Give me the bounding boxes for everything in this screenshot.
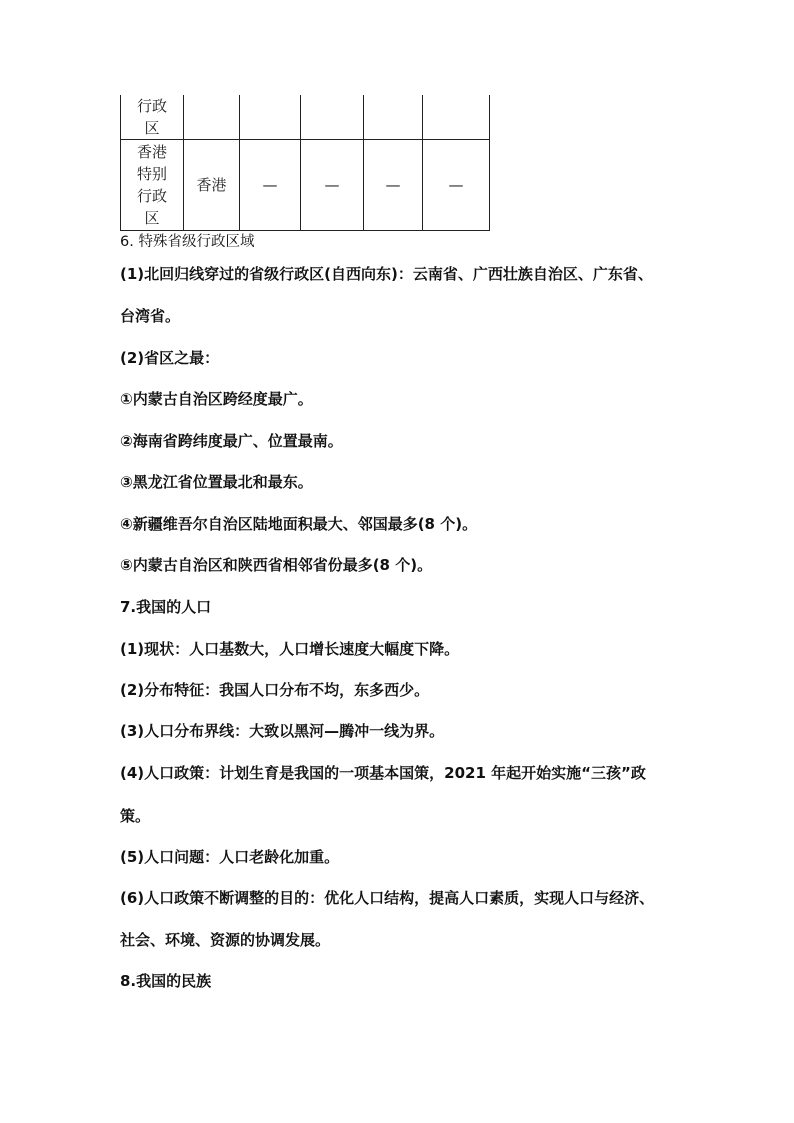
paragraph-line: (1)现状：人口基数大，人口增长速度大幅度下降。 (120, 640, 460, 658)
label-line: 区 (144, 119, 160, 137)
region-table (120, 95, 490, 231)
section-heading-8: 8.我国的民族 (120, 972, 212, 990)
label-line: 行政 (136, 187, 167, 205)
capital-cell: 香港 (184, 140, 240, 231)
table-cell (301, 95, 364, 140)
paragraph-line: (5)人口问题：人口老龄化加重。 (120, 848, 340, 866)
table-cell: — (301, 140, 364, 231)
label-line: 特别 (136, 165, 167, 183)
table-cell (364, 95, 423, 140)
table-cell: — (240, 140, 301, 231)
table-row (121, 95, 490, 140)
table-cell: — (423, 140, 490, 231)
section-heading-6: 6. 特殊省级行政区域 (120, 234, 255, 250)
paragraph-line: (1)北回归线穿过的省级行政区(自西向东)：云南省、广西壮族自治区、广东省、 (120, 265, 653, 283)
table-cell (423, 95, 490, 140)
table-row (121, 140, 490, 231)
row-label-cell (121, 140, 184, 231)
paragraph-line: 策。 (120, 807, 151, 825)
list-item: ③黑龙江省位置最北和最东。 (120, 473, 313, 491)
table-cell (240, 95, 301, 140)
table-cell: — (364, 140, 423, 231)
list-item: ①内蒙古自治区跨经度最广。 (120, 390, 313, 408)
paragraph-line: (2)分布特征：我国人口分布不均，东多西少。 (120, 681, 430, 699)
paragraph-line: (2)省区之最： (120, 349, 220, 367)
paragraph-line: 台湾省。 (120, 307, 181, 325)
paragraph-line: (3)人口分布界线：大致以黑河—腾冲一线为界。 (120, 722, 445, 740)
paragraph-line: 社会、环境、资源的协调发展。 (120, 931, 331, 949)
table-cell (184, 95, 240, 140)
list-item: ②海南省跨纬度最广、位置最南。 (120, 432, 343, 450)
list-item: ④新疆维吾尔自治区陆地面积最大、邻国最多(8 个)。 (120, 515, 478, 533)
section-heading-7: 7.我国的人口 (120, 598, 212, 616)
label-line: 区 (144, 209, 160, 227)
paragraph-line: (6)人口政策不断调整的目的：优化人口结构，提高人口素质，实现人口与经济、 (120, 889, 655, 907)
list-item: ⑤内蒙古自治区和陕西省相邻省份最多(8 个)。 (120, 556, 433, 574)
paragraph-line: (4)人口政策：计划生育是我国的一项基本国策，2021 年起开始实施“三孩”政 (120, 764, 646, 782)
row-label-cell (121, 95, 184, 140)
label-line: 香港 (136, 143, 167, 161)
label-line: 行政 (136, 97, 167, 115)
